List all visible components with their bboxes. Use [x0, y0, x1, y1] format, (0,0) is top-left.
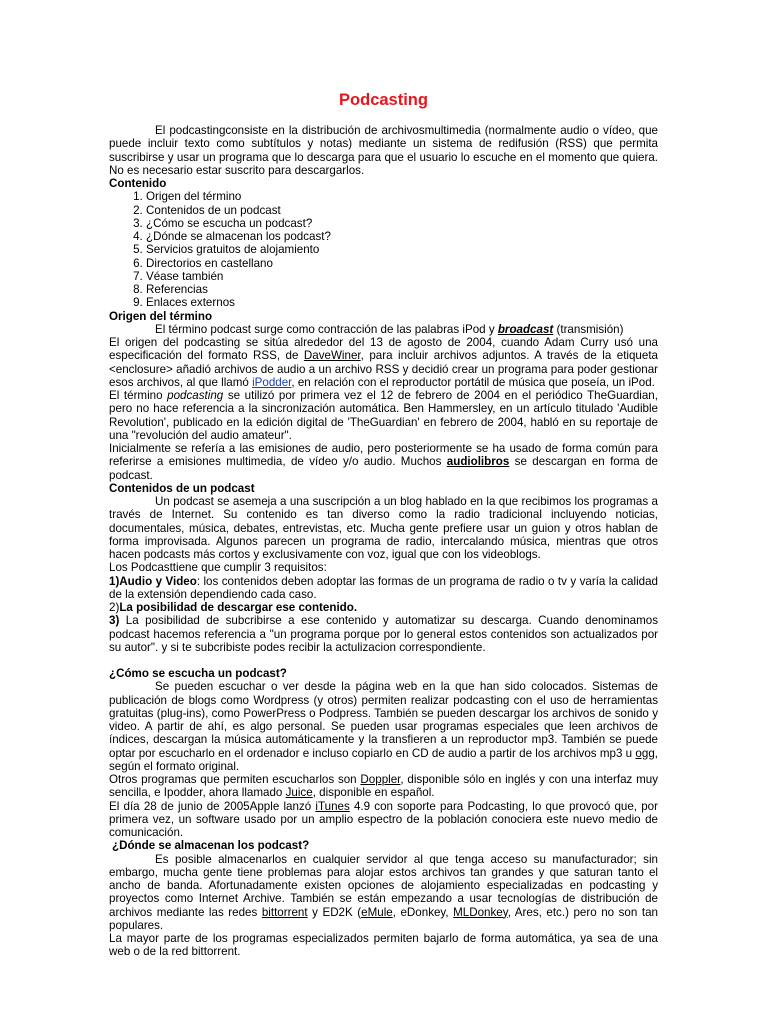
text: , en relación con el reproductor portátil de música que poseía, un iPod.	[291, 375, 655, 389]
page-title: Podcasting	[339, 91, 428, 109]
text: , para incluir archivos adjuntos. A través de la etiqueta <enclosure> añadió archivos de audio a un archivo RSS y decidió crear un programa para poder gestionar esos archivos, al que llamó	[109, 349, 658, 389]
origen-paragraph-2	[109, 336, 658, 389]
bittorrent-link[interactable]: bittorrent	[261, 905, 308, 919]
bold: 1)Audio y Video	[109, 574, 197, 588]
toc-heading: Contenido	[109, 177, 167, 190]
text: El término podcast surge como contracción de las palabras iPod y	[155, 322, 498, 336]
audiolibros-link[interactable]: audiolibros	[446, 455, 510, 469]
text: , disponible en español.	[312, 786, 435, 800]
text: El origen del podcasting se sitúa alrededor del 13 de agosto de 2004, cuando Adam Curry usó una especificación del formato RSS, de	[109, 336, 658, 363]
toc-item[interactable]: 5. Servicios gratuitos de alojamiento	[146, 243, 658, 256]
broadcast-link[interactable]: broadcast	[497, 322, 554, 336]
section-heading-almacen: ¿Dónde se almacenan los podcast?	[112, 839, 310, 853]
ogg-link[interactable]: ogg	[635, 746, 655, 760]
escucha-paragraph-3	[109, 800, 658, 840]
text: y ED2K (	[307, 905, 362, 919]
text: : los contenidos deben adoptar las formas de un programa de radio o tv y varía la calidad de la extensión dependiendo cada caso.	[109, 574, 658, 601]
origen-paragraph-4	[109, 442, 658, 482]
juice-link[interactable]: Juice	[285, 786, 313, 800]
toc-list	[109, 190, 658, 309]
text: se utilizó por primera vez el 12 de febrero de 2004 en el periódico TheGuardian, pero no hace referencia a la sincronización automática. Ben Hammersley, en un artículo titulado 'Audible Revolution', publicado en la edición digital de 'TheGuardian' en febrero de 2004, habló en su reportaje de una "revolución del audio amateur".	[109, 389, 658, 442]
doppler-link[interactable]: Doppler	[360, 773, 401, 786]
escucha-paragraph-1	[109, 680, 658, 773]
bold: 3)	[109, 614, 120, 628]
toc-item[interactable]: 6. Directorios en castellano	[146, 257, 658, 270]
text: El día 28 de junio de 2005Apple lanzó	[109, 799, 316, 813]
toc-item[interactable]: 7. Véase también	[146, 270, 658, 283]
almacen-paragraph-1	[109, 853, 658, 933]
text: , Ares, etc.) pero no son tan populares.	[109, 905, 658, 932]
text: 4.9 con soporte para Podcasting, lo que provocó que, por primera vez, un software usado por un amplio espectro de la población conociera este nuevo medio de comunicación.	[109, 799, 658, 839]
requisito-2	[109, 601, 658, 614]
bold: La posibilidad de descargar ese contenido.	[119, 601, 358, 614]
text: Es posible almacenarlos en cualquier servidor al que tenga acceso su manufacturador; sin embargo, mucha gente tiene problemas para alojar estos archivos tan grandes y que saturan tanto el ancho de banda. Afortunadamente existen opciones de alojamiento especializadas en podcasting y proyectos como Internet Archive. También se están empezando a usar tecnologías de distribución de archivos mediante las redes	[109, 852, 658, 919]
toc-item[interactable]: 3. ¿Cómo se escucha un podcast?	[146, 217, 658, 230]
contenidos-paragraph-2: Los Podcasttiene que cumplir 3 requisitos:	[109, 561, 327, 575]
text: se descargan en forma de podcast.	[109, 455, 659, 482]
text: , disponible sólo en inglés y con una interfaz muy sencilla, e Ipodder, ahora llamado	[109, 773, 658, 800]
emphasis: podcasting	[167, 389, 224, 402]
section-heading-origen: Origen del término	[109, 309, 213, 323]
almacen-paragraph-2: La mayor parte de los programas especializados permiten bajarlo de forma automática, ya sea de una web o de la red bittorrent.	[109, 932, 658, 959]
requisito-1	[109, 575, 658, 602]
mldonkey-link[interactable]: MLDonkey	[453, 905, 508, 919]
toc-item[interactable]: 1. Origen del término	[146, 190, 658, 203]
text: Otros programas que permiten escucharlos son	[109, 773, 361, 786]
toc-item[interactable]: 2. Contenidos de un podcast	[146, 204, 658, 217]
section-heading-escucha: ¿Cómo se escucha un podcast?	[109, 667, 287, 680]
escucha-paragraph-2	[109, 773, 658, 800]
text: (transmisión)	[553, 322, 624, 336]
section-heading-contenidos: Contenidos de un podcast	[109, 481, 255, 495]
text: El término	[109, 389, 168, 402]
text: Se pueden escuchar o ver desde la página web en la que han sido colocados. Sistemas de publicación de blogs como Wordpress (y otros) permiten realizar podcasting con el uso de herramientas gratuitas (plug-ins), como PowerPress o Podpress. También se pueden descargar los archivos de sonido y video. A partir de ahí, es algo personal. Se pueden usar programas especiales que leen archivos de índices, descargan la música automáticamente y la transfieren a un reproductor mp3. También se puede optar por escucharlo en el ordenador e incluso copiarlo en CD de audio a partir de los archivos mp3 u	[109, 680, 658, 760]
text: , eDonkey,	[392, 905, 454, 919]
intro-paragraph: El podcastingconsiste en la distribución de archivosmultimedia (normalmente audio o vídeo, que puede incluir texto como subtítulos y notas) mediante un sistema de redifusión (RSS) que permita suscribirse y usar un programa que lo descarga para que el usuario lo escuche en el momento que quiera. No es necesario estar suscrito para descargarlos.	[109, 124, 658, 177]
emule-link[interactable]: eMule	[361, 905, 393, 919]
ipodder-link[interactable]: iPodder	[252, 375, 292, 389]
text: , según el formato original.	[109, 746, 658, 773]
spacer	[109, 654, 658, 667]
text: Inicialmente se refería a las emisiones de audio, pero posteriormente se ha usado de forma común para referirse a emisiones multimedia, de vídeo y/o audio. Muchos	[109, 442, 658, 469]
toc-item[interactable]: 9. Enlaces externos	[146, 296, 658, 309]
itunes-link[interactable]: iTunes	[315, 799, 350, 813]
origen-paragraph-1	[109, 323, 658, 336]
contenidos-paragraph-1: Un podcast se asemeja a una suscripción a un blog hablado en la que recibimos los programas a través de Internet. Su contenido es tan diverso como la radio tradicional incluyendo noticias, documentales, música, debates, entrevistas, etc. Mucha gente prefiere usar un guion y otros hablan de forma improvisada. Algunos parecen un programa de radio, intercalando música, mientras que otros hacen podcasts más cortos y exclusivamente con voz, igual que con los videoblogs.	[109, 495, 658, 561]
toc-item[interactable]: 4. ¿Dónde se almacenan los podcast?	[146, 230, 658, 243]
origen-paragraph-3	[109, 389, 658, 442]
toc-item[interactable]: 8. Referencias	[146, 283, 658, 296]
text: La posibilidad de subcribirse a ese contenido y automatizar su descarga. Cuando denominamos podcast hacemos referencia a "un programa porque por lo general estos contenidos son actualizados por su autor". y si te subcribiste podes recibir la actulizacion correspondiente.	[109, 614, 658, 654]
text: 2)	[109, 601, 120, 614]
requisito-3	[109, 614, 658, 654]
davewiner-link[interactable]: DaveWiner	[303, 349, 361, 363]
